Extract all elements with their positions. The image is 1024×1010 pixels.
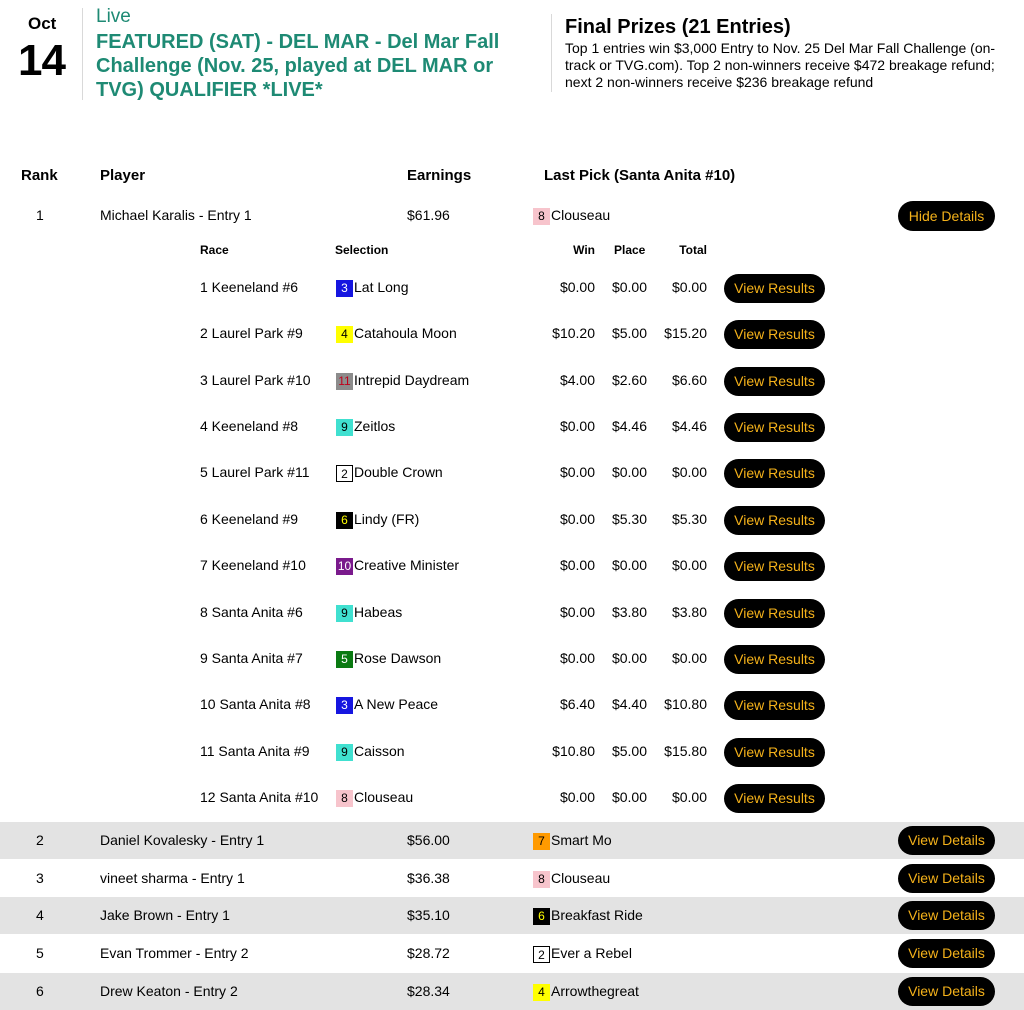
- rank-cell: 5: [36, 945, 44, 961]
- total-amount: $10.80: [664, 696, 707, 712]
- leaderboard-row: [0, 200, 1024, 232]
- place-amount: $5.00: [611, 325, 647, 341]
- view-results-button[interactable]: View Results: [724, 645, 825, 674]
- horse-name: Clouseau: [551, 870, 611, 886]
- view-details-button[interactable]: View Details: [898, 901, 995, 930]
- pick-detail-row: [0, 636, 1024, 682]
- race-name: 6 Keeneland #9: [200, 511, 299, 527]
- horse-name: Lat Long: [354, 279, 409, 295]
- win-amount: $0.00: [559, 279, 595, 295]
- horse-name: Creative Minister: [354, 557, 460, 573]
- win-amount: $0.00: [559, 511, 595, 527]
- player-name: Jake Brown - Entry 1: [100, 907, 230, 923]
- selection: [336, 650, 441, 668]
- post-position-badge: 9: [336, 605, 353, 622]
- place-amount: $0.00: [611, 464, 647, 480]
- horse-name: Double Crown: [354, 464, 443, 480]
- win-amount: $10.80: [552, 743, 595, 759]
- rank-cell: 1: [36, 207, 44, 223]
- total-amount: $0.00: [671, 464, 707, 480]
- post-position-badge: 9: [336, 419, 353, 436]
- post-position-badge: 2: [533, 946, 550, 963]
- total-amount: $0.00: [671, 650, 707, 666]
- column-header-earnings: Earnings: [407, 167, 472, 184]
- post-position-badge: 4: [336, 326, 353, 343]
- leaderboard-row: [0, 897, 1024, 934]
- race-name: 5 Laurel Park #11: [200, 464, 310, 480]
- earnings-cell: $61.96: [407, 207, 450, 223]
- post-position-badge: 6: [336, 512, 353, 529]
- view-details-button[interactable]: View Details: [898, 864, 995, 893]
- total-amount: $0.00: [671, 279, 707, 295]
- total-amount: $15.20: [664, 325, 707, 341]
- selection: [336, 279, 409, 297]
- win-amount: $6.40: [559, 696, 595, 712]
- post-position-badge: 8: [533, 871, 550, 888]
- pick-detail-row: [0, 775, 1024, 821]
- detail-header-place: Place: [614, 243, 646, 257]
- pick-detail-row: [0, 543, 1024, 589]
- date-month: Oct: [28, 14, 57, 33]
- player-name: Evan Trommer - Entry 2: [100, 945, 249, 961]
- win-amount: $0.00: [559, 557, 595, 573]
- total-amount: $0.00: [671, 557, 707, 573]
- total-amount: $6.60: [671, 372, 707, 388]
- race-name: 10 Santa Anita #8: [200, 696, 311, 712]
- leaderboard-row: [0, 935, 1024, 972]
- detail-header-selection: Selection: [335, 243, 389, 257]
- place-amount: $2.60: [611, 372, 647, 388]
- selection: [336, 557, 459, 575]
- view-results-button[interactable]: View Results: [724, 599, 825, 628]
- pick-detail-row: [0, 590, 1024, 636]
- horse-name: Arrowthegreat: [551, 983, 639, 999]
- earnings-cell: $36.38: [407, 870, 450, 886]
- view-results-button[interactable]: View Results: [724, 459, 825, 488]
- selection: [336, 511, 419, 529]
- pick-detail-row: [0, 682, 1024, 728]
- rank-cell: 3: [36, 870, 44, 886]
- horse-name: Zeitlos: [354, 418, 396, 434]
- post-position-badge: 8: [533, 208, 550, 225]
- tournament-title: FEATURED (SAT) - DEL MAR - Del Mar Fall Challenge (Nov. 25, played at DEL MAR or TVG) QUALIFIER *LIVE*: [96, 31, 500, 101]
- last-pick: [533, 860, 610, 897]
- pick-detail-row: [0, 404, 1024, 450]
- prizes-title: Final Prizes (21 Entries): [565, 16, 791, 38]
- selection: [336, 696, 438, 714]
- column-header-last-pick: Last Pick (Santa Anita #10): [544, 167, 736, 184]
- place-amount: $0.00: [611, 279, 647, 295]
- hide-details-button[interactable]: Hide Details: [898, 201, 995, 231]
- view-results-button[interactable]: View Results: [724, 691, 825, 720]
- detail-header-race: Race: [200, 243, 229, 257]
- place-amount: $0.00: [611, 557, 647, 573]
- horse-name: A New Peace: [354, 696, 439, 712]
- header-divider: [82, 8, 83, 100]
- win-amount: $4.00: [559, 372, 595, 388]
- last-pick: [533, 935, 632, 972]
- detail-header-win: Win: [573, 243, 595, 257]
- last-pick: [533, 973, 639, 1010]
- view-results-button[interactable]: View Results: [724, 320, 825, 349]
- race-name: 3 Laurel Park #10: [200, 372, 311, 388]
- selection: [336, 372, 469, 390]
- post-position-badge: 3: [336, 280, 353, 297]
- horse-name: Caisson: [354, 743, 405, 759]
- view-results-button[interactable]: View Results: [724, 274, 825, 303]
- pick-detail-row: [0, 497, 1024, 543]
- leaderboard-row: [0, 822, 1024, 859]
- player-name: vineet sharma - Entry 1: [100, 870, 245, 886]
- race-name: 1 Keeneland #6: [200, 279, 299, 295]
- column-header-rank: Rank: [21, 167, 58, 184]
- horse-name: Breakfast Ride: [551, 907, 643, 923]
- place-amount: $4.40: [611, 696, 647, 712]
- selection: [336, 743, 405, 761]
- post-position-badge: 3: [336, 697, 353, 714]
- pick-detail-row: [0, 450, 1024, 496]
- win-amount: $0.00: [559, 789, 595, 805]
- header-divider: [551, 14, 552, 92]
- pick-detail-row: [0, 265, 1024, 311]
- post-position-badge: 10: [337, 558, 352, 573]
- race-name: 8 Santa Anita #6: [200, 604, 303, 620]
- race-name: 12 Santa Anita #10: [200, 789, 319, 805]
- place-amount: $0.00: [611, 789, 647, 805]
- selection: [336, 418, 395, 436]
- horse-name: Rose Dawson: [354, 650, 442, 666]
- player-name: Michael Karalis - Entry 1: [100, 207, 252, 223]
- place-amount: $3.80: [611, 604, 647, 620]
- horse-name: Clouseau: [551, 207, 611, 223]
- rank-cell: 2: [36, 832, 44, 848]
- horse-name: Lindy (FR): [354, 511, 420, 527]
- player-name: Drew Keaton - Entry 2: [100, 983, 238, 999]
- leaderboard-row: [0, 860, 1024, 897]
- horse-name: Habeas: [354, 604, 403, 620]
- post-position-badge: 8: [336, 790, 353, 807]
- win-amount: $0.00: [559, 418, 595, 434]
- view-details-button[interactable]: View Details: [898, 939, 995, 968]
- place-amount: $4.46: [611, 418, 647, 434]
- post-position-badge: 6: [533, 908, 550, 925]
- race-name: 11 Santa Anita #9: [200, 743, 310, 759]
- horse-name: Smart Mo: [551, 832, 612, 848]
- view-results-button[interactable]: View Results: [724, 506, 825, 535]
- post-position-badge: 5: [336, 651, 353, 668]
- last-pick: [533, 200, 610, 230]
- selection: [336, 325, 457, 343]
- post-position-badge: 2: [336, 465, 353, 482]
- leaderboard-row: [0, 973, 1024, 1010]
- horse-name: Catahoula Moon: [354, 325, 457, 341]
- win-amount: $0.00: [559, 604, 595, 620]
- post-position-badge: 9: [336, 744, 353, 761]
- post-position-badge: 11: [336, 373, 353, 390]
- earnings-cell: $28.34: [407, 983, 450, 999]
- total-amount: $4.46: [671, 418, 707, 434]
- win-amount: $0.00: [559, 650, 595, 666]
- race-name: 9 Santa Anita #7: [200, 650, 303, 666]
- place-amount: $5.00: [611, 743, 647, 759]
- race-name: 2 Laurel Park #9: [200, 325, 303, 341]
- pick-detail-row: [0, 358, 1024, 404]
- rank-cell: 6: [36, 983, 44, 999]
- selection: [336, 604, 402, 622]
- selection: [336, 789, 413, 807]
- view-results-button[interactable]: View Results: [724, 738, 825, 767]
- post-position-badge: 7: [533, 833, 550, 850]
- horse-name: Clouseau: [354, 789, 414, 805]
- pick-detail-row: [0, 729, 1024, 775]
- player-name: Daniel Kovalesky - Entry 1: [100, 832, 265, 848]
- prizes-description: Top 1 entries win $3,000 Entry to Nov. 25 Del Mar Fall Challenge (on-track or TVG.com). Top 2 non-winners receive $472 breakage refund; next 2 non-winners receive $236 breakage refund: [565, 40, 996, 90]
- view-details-button[interactable]: View Details: [898, 977, 995, 1006]
- earnings-cell: $35.10: [407, 907, 450, 923]
- horse-name: Ever a Rebel: [551, 945, 632, 961]
- race-name: 7 Keeneland #10: [200, 557, 306, 573]
- view-results-button[interactable]: View Results: [724, 367, 825, 396]
- post-position-badge: 4: [533, 984, 550, 1001]
- rank-cell: 4: [36, 907, 44, 923]
- view-results-button[interactable]: View Results: [724, 784, 825, 813]
- last-pick: [533, 822, 612, 859]
- total-amount: $15.80: [664, 743, 707, 759]
- column-header-player: Player: [100, 167, 146, 184]
- last-pick: [533, 897, 643, 934]
- total-amount: $5.30: [671, 511, 707, 527]
- race-name: 4 Keeneland #8: [200, 418, 299, 434]
- status-label: Live: [96, 6, 131, 27]
- earnings-cell: $28.72: [407, 945, 450, 961]
- total-amount: $0.00: [671, 789, 707, 805]
- view-results-button[interactable]: View Results: [724, 413, 825, 442]
- horse-name: Intrepid Daydream: [354, 372, 470, 388]
- view-results-button[interactable]: View Results: [724, 552, 825, 581]
- place-amount: $0.00: [611, 650, 647, 666]
- pick-detail-row: [0, 311, 1024, 357]
- total-amount: $3.80: [671, 604, 707, 620]
- view-details-button[interactable]: View Details: [898, 826, 995, 855]
- earnings-cell: $56.00: [407, 832, 450, 848]
- selection: [336, 464, 443, 482]
- win-amount: $0.00: [559, 464, 595, 480]
- detail-header-total: Total: [679, 243, 707, 257]
- place-amount: $5.30: [611, 511, 647, 527]
- win-amount: $10.20: [552, 325, 595, 341]
- date-day: 14: [18, 36, 65, 85]
